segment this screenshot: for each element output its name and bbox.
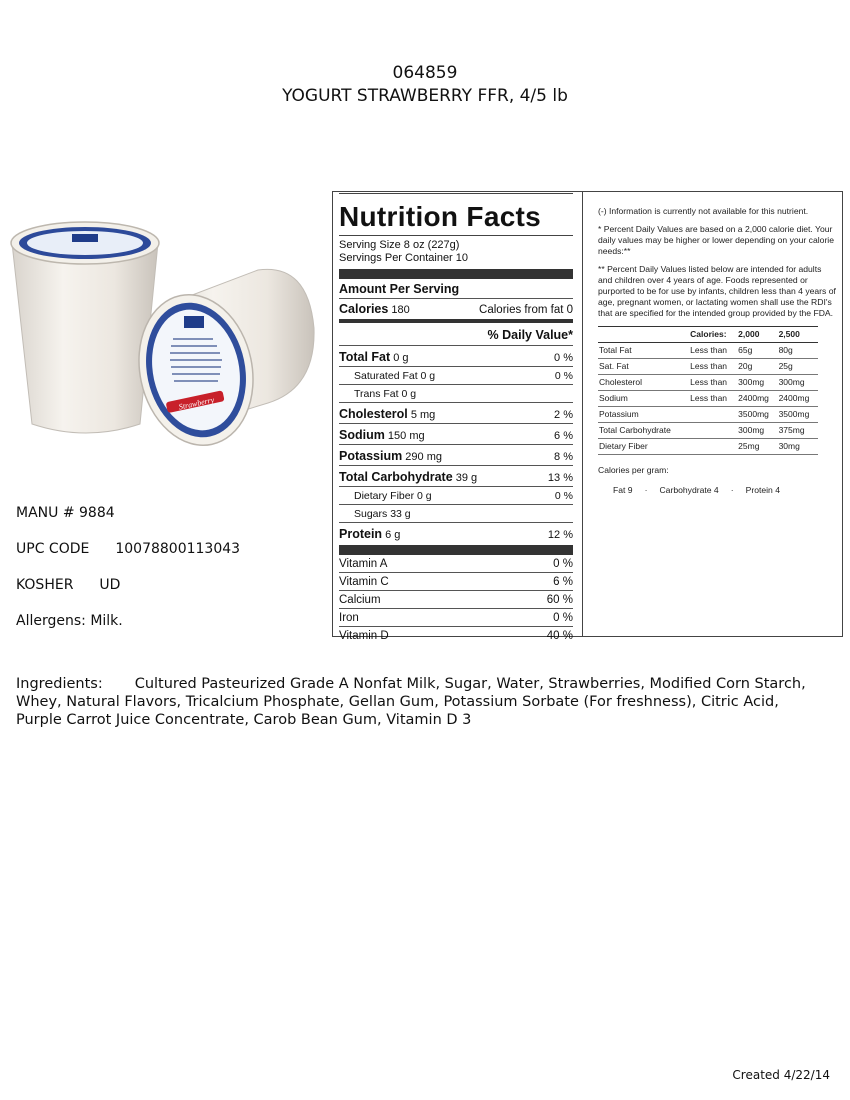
panel-divider: [582, 192, 583, 636]
nutrient-row: Saturated Fat 0 g 0 %: [339, 366, 573, 384]
vitamin-row: Vitamin D 40 %: [339, 626, 573, 644]
vitamin-row: Vitamin A 0 %: [339, 558, 573, 570]
divider-thick: [339, 545, 573, 555]
table-row: Potassium 3500mg 3500mg: [598, 407, 818, 423]
table-row: Sodium Less than 2400mg 2400mg: [598, 391, 818, 407]
nutrition-label: [339, 192, 573, 644]
vitamin-row: Calcium 60 %: [339, 590, 573, 608]
product-name: YOGURT STRAWBERRY FFR, 4/5 lb: [282, 86, 568, 106]
item-number: 064859: [392, 63, 458, 83]
rdi-note: ** Percent Daily Values listed below are intended for adults and children over 4 years of age. Foods represented or purported to be for use by infants, children less than 4 years of age, pregnant women, or lactating women shall use the RDI's that are specified for the intended group provided by the FDA.: [598, 264, 836, 318]
table-row: Cholesterol Less than 300mg 300mg: [598, 375, 818, 391]
calories-per-gram: Calories per gram:: [598, 465, 669, 475]
daily-value-table: Calories: 2,000 2,500 Total Fat Less than 65g 80g Sat. Fat Less than 20g 25g Cholesterol Less than 300mg 300mg Sodium Less than 2400mg 2400mg Potassium 3500mg 3500mg Total Carbohydrate 300mg 375mg Dietary Fiber 25mg 30mg: [598, 326, 818, 455]
nutrient-row: Total Fat 0 g 0 %: [339, 345, 573, 366]
yogurt-tub-image: [8, 218, 320, 454]
serving-size: Serving Size 8 oz (227g): [339, 239, 460, 251]
nutrient-row: Sugars 33 g: [339, 504, 573, 522]
divider-thick: [339, 269, 573, 279]
ingredients-text: Cultured Pasteurized Grade A Nonfat Milk, Sugar, Water, Strawberries, Modified Corn Starch, Whey, Natural Flavors, Tricalcium Phosphate, Gellan Gum, Potassium Sorbate (For freshness), Citric Acid, Purple Carrot Juice Concentrate, Carob Bean Gum, Vitamin D 3: [16, 676, 806, 728]
table-row: Dietary Fiber 25mg 30mg: [598, 439, 818, 455]
table-row: Total Carbohydrate 300mg 375mg: [598, 423, 818, 439]
vitamin-row: Vitamin C 6 %: [339, 572, 573, 590]
nutrient-row: Potassium 290 mg 8 %: [339, 444, 573, 465]
calories-row: Calories 180 Calories from fat 0: [339, 298, 573, 319]
nutrient-row: Cholesterol 5 mg 2 %: [339, 402, 573, 423]
product-brand-text: Strawberry: [177, 395, 216, 412]
na-note: (-) Information is currently not available for this nutrient.: [598, 206, 809, 216]
nutrient-row: Trans Fat 0 g: [339, 384, 573, 402]
dv-note: * Percent Daily Values are based on a 2,000 calorie diet. Your daily values may be higher or lower depending on your calorie needs:**: [598, 224, 834, 256]
daily-value-notes: [598, 206, 838, 496]
allergens: Allergens: Milk.: [16, 613, 123, 629]
table-row: Total Fat Less than 65g 80g: [598, 343, 818, 359]
ingredients-label: Ingredients:: [16, 676, 103, 692]
upc-code: UPC CODE 10078800113043: [16, 541, 241, 557]
calories-per-gram-values: Fat 9 · Carbohydrate 4 · Protein 4: [613, 485, 780, 495]
daily-value-header: % Daily Value*: [487, 328, 573, 342]
vitamin-row: Iron 0 %: [339, 608, 573, 626]
nutrient-row: Sodium 150 mg 6 %: [339, 423, 573, 444]
nutrition-facts-panel: [332, 191, 843, 642]
document-header: [0, 62, 850, 108]
amount-per-serving: Amount Per Serving: [339, 282, 460, 296]
table-row: Sat. Fat Less than 20g 25g: [598, 359, 818, 375]
nutrition-title: Nutrition Facts: [339, 193, 573, 232]
kosher: KOSHER UD: [16, 577, 121, 593]
manu-number: MANU # 9884: [16, 505, 115, 521]
nutrient-row: Protein 6 g 12 %: [339, 522, 573, 543]
nutrient-row: Total Carbohydrate 39 g 13 %: [339, 465, 573, 486]
servings-per-container: Servings Per Container 10: [339, 252, 469, 264]
nutrient-row: Dietary Fiber 0 g 0 %: [339, 486, 573, 504]
created-date: Created 4/22/14: [732, 1068, 830, 1082]
ingredients: [16, 675, 816, 729]
